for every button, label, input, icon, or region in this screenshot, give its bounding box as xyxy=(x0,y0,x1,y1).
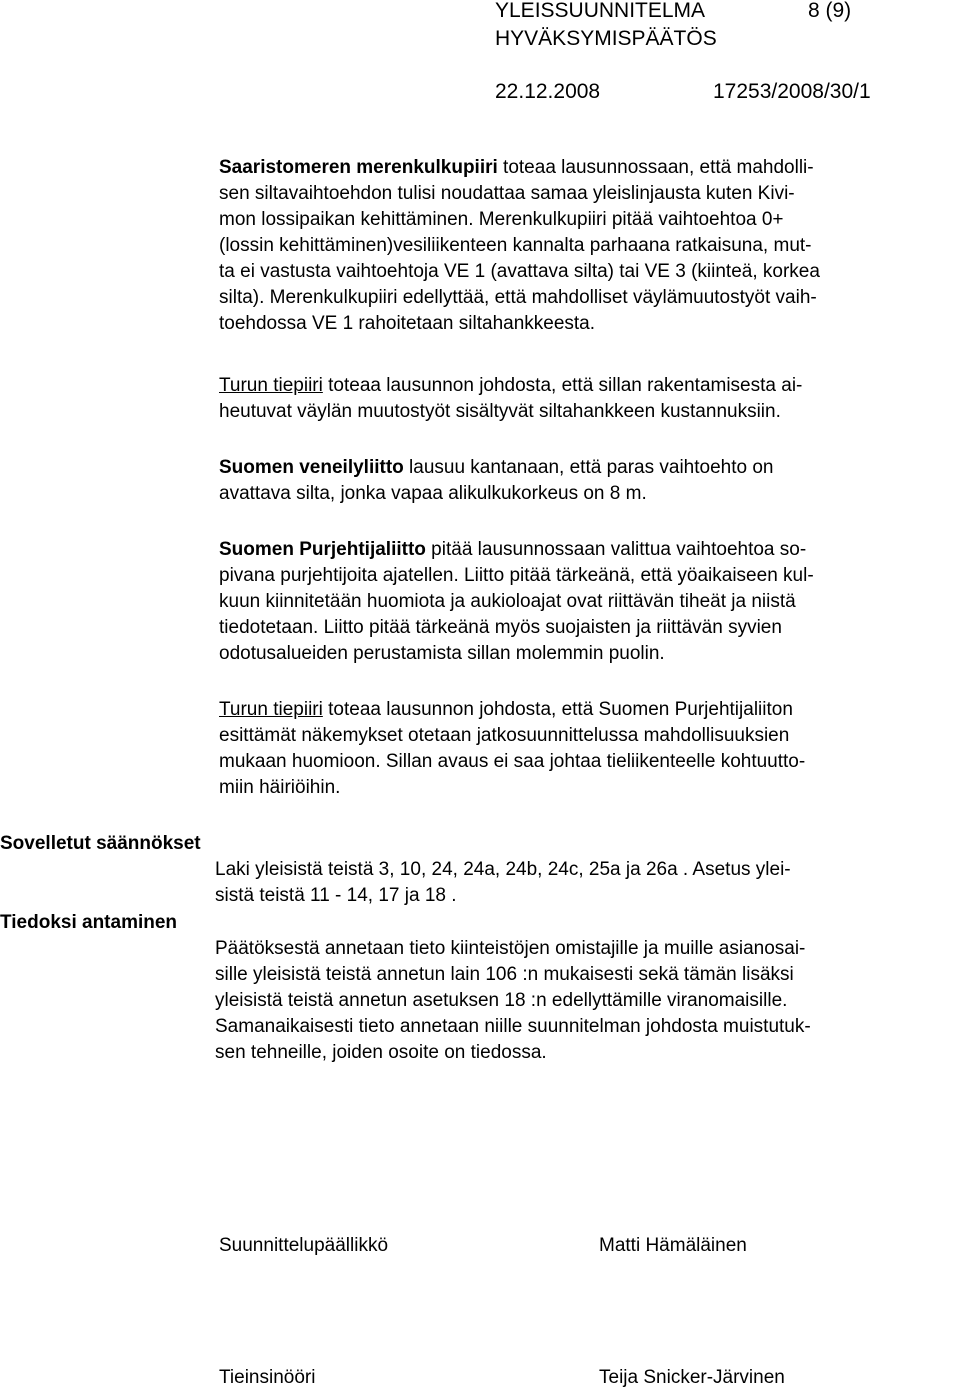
organization-name-underlined: Turun tiepiiri xyxy=(219,699,323,720)
paragraph-tiedoksi: Päätöksestä annetaan tieto kiinteistöjen omistajille ja muille asianosai- sille yleisistä teistä annetun lain 106 :n mukaisesti sekä tämän lisäksi yleisistä teistä annetun asetuksen 18 :n edellyttämille viranomaisille. Samanaikaisesti tieto annetaan niille suunnitelman johdosta muistutuk- sen tehneille, joiden osoite on tiedossa. xyxy=(215,938,811,1063)
section-heading-tiedoksi: Tiedoksi antaminen xyxy=(0,912,178,933)
signatory-title-2: Tieinsinööri xyxy=(219,1367,316,1388)
paragraph-purjehtijaliitto: Suomen Purjehtijaliitto pitää lausunnossaan valittua vaihtoehtoa so- pivana purjehtijoita ajatellen. Liitto pitää tärkeänä, että yöaikaiseen kul- kuun kiinnitetään huomiota ja aukioloajat ovat riittävän tiheät ja niistä tiedotetaan. Liitto pitää tärkeänä myös suojaisten ja riittävän syvien odotusalueiden perustamista sillan molemmin puolin. xyxy=(219,539,814,664)
organization-name: Saaristomeren merenkulkupiiri xyxy=(219,157,498,178)
paragraph-tiepiiri-reply-1: Turun tiepiiri toteaa lausunnon johdosta, että sillan rakentamisesta ai- heutuvat väylän muutostyöt sisältyvät siltahankkeen kustannuksiin. xyxy=(219,375,803,422)
document-date: 22.12.2008 xyxy=(495,80,601,103)
document-title-line2: HYVÄKSYMISPÄÄTÖS xyxy=(495,27,717,50)
paragraph-veneilyliitto: Suomen veneilyliitto lausuu kantanaan, että paras vaihtoehto on avattava silta, jonka vapaa alikulkukorkeus on 8 m. xyxy=(219,457,774,504)
organization-name: Suomen Purjehtijaliitto xyxy=(219,539,426,560)
signatory-name-1: Matti Hämäläinen xyxy=(599,1235,747,1256)
page-number: 8 (9) xyxy=(808,0,852,22)
paragraph-tiepiiri-reply-2: Turun tiepiiri toteaa lausunnon johdosta, että Suomen Purjehtijaliiton esittämät näkemykset otetaan jatkosuunnittelussa mahdollisuuksien mukaan huomioon. Sillan avaus ei saa johtaa tieliikenteelle kohtuutto- miin häiriöihin. xyxy=(219,699,806,798)
paragraph-merenkulkupiiri: Saaristomeren merenkulkupiiri toteaa lausunnossaan, että mahdolli- sen siltavaihtoehdon tulisi noudattaa samaa yleislinjausta kuten Kivi- mon lossipaikan kehittäminen. Merenkulkupiiri pitää vaihtoehtoa 0+ (lossin kehittäminen)vesiliikenteen kannalta parhaana ratkaisuna, mut- ta ei vastusta vaihtoehtoja VE 1 (avattava silta) tai VE 3 (kiinteä, korkea silta). Merenkulkupiiri edellyttää, että mahdolliset väylämuutostyöt vaih- toehdossa VE 1 rahoitetaan siltahankkeesta. xyxy=(219,157,820,334)
document-title-line1: YLEISSUUNNITELMA xyxy=(495,0,706,22)
section-heading-sovelletut: Sovelletut säännökset xyxy=(0,833,201,854)
organization-name: Suomen veneilyliitto xyxy=(219,457,404,478)
document-reference: 17253/2008/30/1 xyxy=(713,80,871,103)
organization-name-underlined: Turun tiepiiri xyxy=(219,375,323,396)
signatory-name-2: Teija Snicker-Järvinen xyxy=(599,1367,785,1388)
paragraph-sovelletut: Laki yleisistä teistä 3, 10, 24, 24a, 24b, 24c, 25a ja 26a . Asetus ylei- sistä teistä 11 - 14, 17 ja 18 . xyxy=(215,859,791,906)
signatory-title-1: Suunnittelupäällikkö xyxy=(219,1235,389,1256)
